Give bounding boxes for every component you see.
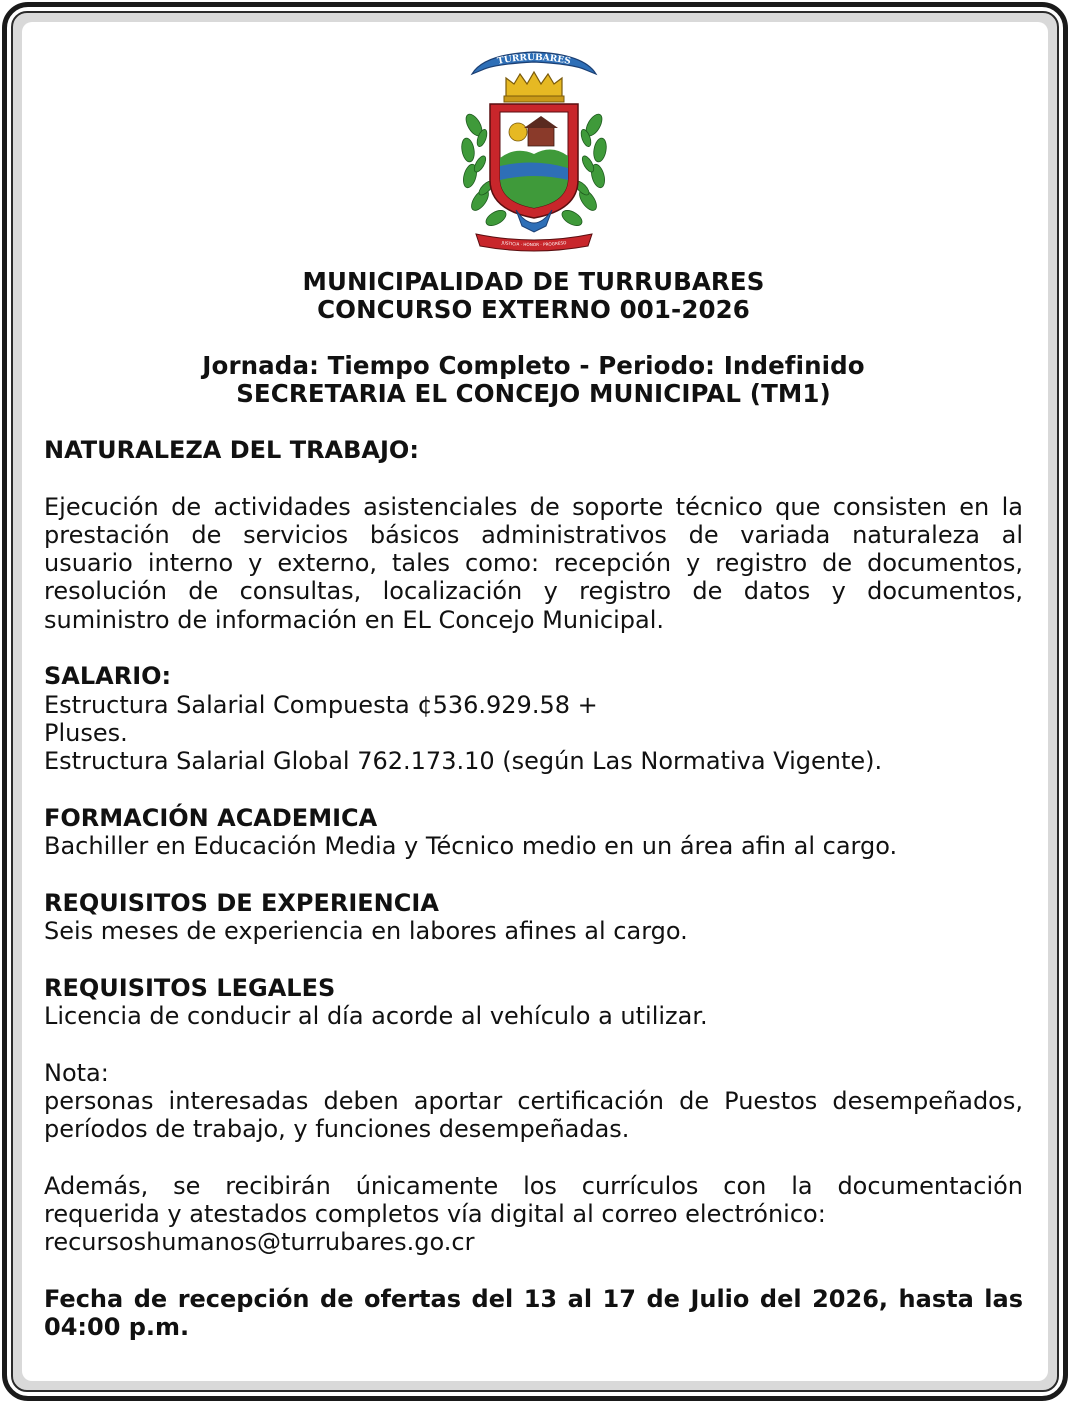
nota-line-1: personas interesadas deben aportar certificación de Puestos desempeñados, xyxy=(44,1086,1023,1115)
ademas-line-2: requerida y atestados completos vía digital al correo electrónico: xyxy=(44,1200,826,1229)
legales-heading: REQUISITOS LEGALES xyxy=(44,973,336,1002)
naturaleza-line-3: usuario interno y externo, tales como: recepción y registro de documentos, xyxy=(44,549,1023,578)
legales-text: Licencia de conducir al día acorde al vehículo a utilizar. xyxy=(44,1001,708,1030)
naturaleza-line-2: prestación de servicios básicos administrativos de variada naturaleza al xyxy=(44,520,1023,549)
schedule-line: Jornada: Tiempo Completo - Periodo: Indefinido xyxy=(202,351,865,380)
nota-heading: Nota: xyxy=(44,1058,109,1087)
position-title: SECRETARIA EL CONCEJO MUNICIPAL (TM1) xyxy=(236,379,831,408)
salario-line-1: Estructura Salarial Compuesta ¢536.929.58 + xyxy=(44,690,598,719)
fecha-line-2: 04:00 p.m. xyxy=(44,1313,190,1342)
contest-title: CONCURSO EXTERNO 001-2026 xyxy=(317,295,750,324)
document-body xyxy=(44,40,1023,1342)
experiencia-text: Seis meses de experiencia en labores afines al cargo. xyxy=(44,917,688,946)
nota-line-2: períodos de trabajo, y funciones desempeñadas. xyxy=(44,1115,630,1144)
contact-email[interactable]: recursoshumanos@turrubares.go.cr xyxy=(44,1228,475,1257)
ademas-line-1: Además, se recibirán únicamente los currículos con la documentación xyxy=(44,1171,1023,1200)
formacion-heading: FORMACIÓN ACADEMICA xyxy=(44,803,378,832)
salario-line-3: Estructura Salarial Global 762.173.10 (según Las Normativa Vigente). xyxy=(44,747,883,776)
municipality-title: MUNICIPALIDAD DE TURRUBARES xyxy=(302,267,765,296)
crest-motto-text: JUSTICIA · HONOR · PROGRESO xyxy=(500,240,567,248)
municipal-crest-logo xyxy=(454,40,614,255)
formacion-text: Bachiller en Educación Media y Técnico medio en un área afin al cargo. xyxy=(44,832,898,861)
salario-heading: SALARIO: xyxy=(44,662,172,691)
salario-line-2: Pluses. xyxy=(44,718,128,747)
naturaleza-line-1: Ejecución de actividades asistenciales de soporte técnico que consisten en la xyxy=(44,492,1023,521)
naturaleza-line-5: suministro de información en EL Concejo Municipal. xyxy=(44,605,665,634)
naturaleza-line-4: resolución de consultas, localización y registro de datos y documentos, xyxy=(44,577,1023,606)
experiencia-heading: REQUISITOS DE EXPERIENCIA xyxy=(44,888,439,917)
fecha-line-1: Fecha de recepción de ofertas del 13 al 17 de Julio del 2026, hasta las xyxy=(44,1284,1023,1313)
crest-banner-text: TURRUBARES xyxy=(496,52,571,67)
naturaleza-heading: NATURALEZA DEL TRABAJO: xyxy=(44,436,419,464)
